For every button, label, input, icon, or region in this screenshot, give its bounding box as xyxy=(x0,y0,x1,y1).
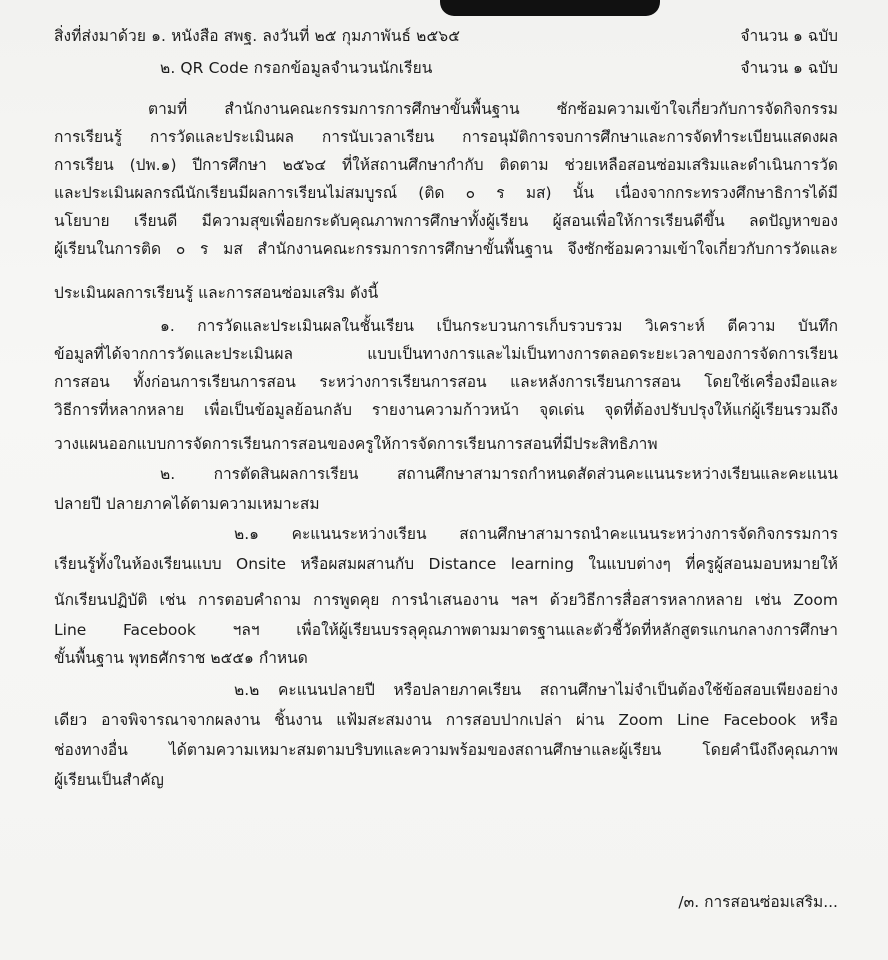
section-1-line: การสอน ทั้งก่อนการเรียนการสอน ระหว่างการเรียนการสอน และหลังการเรียนการสอน โดยใช้เครื่องมือและ xyxy=(54,373,838,391)
intro-line: ตามที่ สำนักงานคณะกรรมการการศึกษาขั้นพื้นฐาน ซักซ้อมความเข้าใจเกี่ยวกับการจัดกิจกรรม xyxy=(148,100,838,118)
section-2-1-line: ๒.๑ คะแนนระหว่างเรียน สถานศึกษาสามารถนำคะแนนระหว่างการจัดกิจกรรมการ xyxy=(234,525,838,543)
enclosure-item-2-quantity: จำนวน ๑ ฉบับ xyxy=(740,59,838,77)
intro-line: ประเมินผลการเรียนรู้ และการสอนซ่อมเสริม ดังนี้ xyxy=(54,284,379,302)
section-1-line: ๑. การวัดและประเมินผลในชั้นเรียน เป็นกระบวนการเก็บรวบรวม วิเคราะห์ ตีความ บันทึก xyxy=(160,317,838,335)
section-2-line: ปลายปี ปลายภาคได้ตามความเหมาะสม xyxy=(54,495,320,513)
section-2-1-line: นักเรียนปฏิบัติ เช่น การตอบคำถาม การพูดคุย การนำเสนองาน ฯลฯ ด้วยวิธีการสื่อสารหลากหลาย เช่น Zoom xyxy=(54,591,838,609)
continuation-note: /๓. การสอนซ่อมเสริม... xyxy=(678,893,838,911)
section-2-2-line: เดียว อาจพิจารณาจากผลงาน ชิ้นงาน แฟ้มสะสมงาน การสอบปากเปล่า ผ่าน Zoom Line Facebook หรือ xyxy=(54,711,838,729)
redaction-bar xyxy=(440,0,660,16)
section-2-line: ๒. การตัดสินผลการเรียน สถานศึกษาสามารถกำหนดสัดส่วนคะแนนระหว่างเรียนและคะแนน xyxy=(160,465,838,483)
section-1-line: วิธีการที่หลากหลาย เพื่อเป็นข้อมูลย้อนกลับ รายงานความก้าวหน้า จุดเด่น จุดที่ต้องปรับปรุงให้แก่ผู้เรียนรวมถึง xyxy=(54,401,838,419)
enclosure-item-2: ๒. QR Code กรอกข้อมูลจำนวนนักเรียน xyxy=(160,59,433,77)
intro-line: ผู้เรียนในการติด ๐ ร มส สำนักงานคณะกรรมการการศึกษาขั้นพื้นฐาน จึงซักซ้อมความเข้าใจเกี่ยวกับการวัดและ xyxy=(54,240,838,258)
intro-line: การเรียนรู้ การวัดและประเมินผล การนับเวลาเรียน การอนุมัติการจบการศึกษาและการจัดทำระเบียนแสดงผล xyxy=(54,128,838,146)
section-2-2-line: ช่องทางอื่น ได้ตามความเหมาะสมตามบริบทและความพร้อมของสถานศึกษาและผู้เรียน โดยคำนึงถึงคุณภาพ xyxy=(54,741,838,759)
intro-line: การเรียน (ปพ.๑) ปีการศึกษา ๒๕๖๔ ที่ให้สถานศึกษากำกับ ติดตาม ช่วยเหลือสอนซ่อมเสริมและดำเนินการวัด xyxy=(54,156,838,174)
section-2-2-line: ๒.๒ คะแนนปลายปี หรือปลายภาคเรียน สถานศึกษาไม่จำเป็นต้องใช้ข้อสอบเพียงอย่าง xyxy=(234,681,838,699)
intro-line: และประเมินผลกรณีนักเรียนมีผลการเรียนไม่สมบูรณ์ (ติด ๐ ร มส) นั้น เนื่องจากกระทรวงศึกษาธิการได้มี xyxy=(54,184,838,202)
section-2-1-line: ขั้นพื้นฐาน พุทธศักราช ๒๕๕๑ กำหนด xyxy=(54,649,308,667)
intro-line: นโยบาย เรียนดี มีความสุขเพื่อยกระดับคุณภาพการศึกษาทั้งผู้เรียน ผู้สอนเพื่อให้การเรียนดีขึ้น ลดปัญหาของ xyxy=(54,212,838,230)
section-1-line: วางแผนออกแบบการจัดการเรียนการสอนของครูให้การจัดการเรียนการสอนที่มีประสิทธิภาพ xyxy=(54,435,658,453)
section-2-1-line: Line Facebook ฯลฯ เพื่อให้ผู้เรียนบรรลุคุณภาพตามมาตรฐานและตัวชี้วัดที่หลักสูตรแกนกลางการศึกษา xyxy=(54,621,838,639)
section-1-line: ข้อมูลที่ได้จากการวัดและประเมินผล แบบเป็นทางการและไม่เป็นทางการตลอดระยะเวลาของการจัดการเรียน xyxy=(54,345,838,363)
section-2-2-line: ผู้เรียนเป็นสำคัญ xyxy=(54,771,164,789)
section-2-1-line: เรียนรู้ทั้งในห้องเรียนแบบ Onsite หรือผสมผสานกับ Distance learning ในแบบต่างๆ ที่ครูผู้สอนมอบหมายให้ xyxy=(54,555,838,573)
enclosure-item-1: สิ่งที่ส่งมาด้วย ๑. หนังสือ สพฐ. ลงวันที่ ๒๕ กุมภาพันธ์ ๒๕๖๕ xyxy=(54,27,461,45)
enclosure-item-1-quantity: จำนวน ๑ ฉบับ xyxy=(740,27,838,45)
